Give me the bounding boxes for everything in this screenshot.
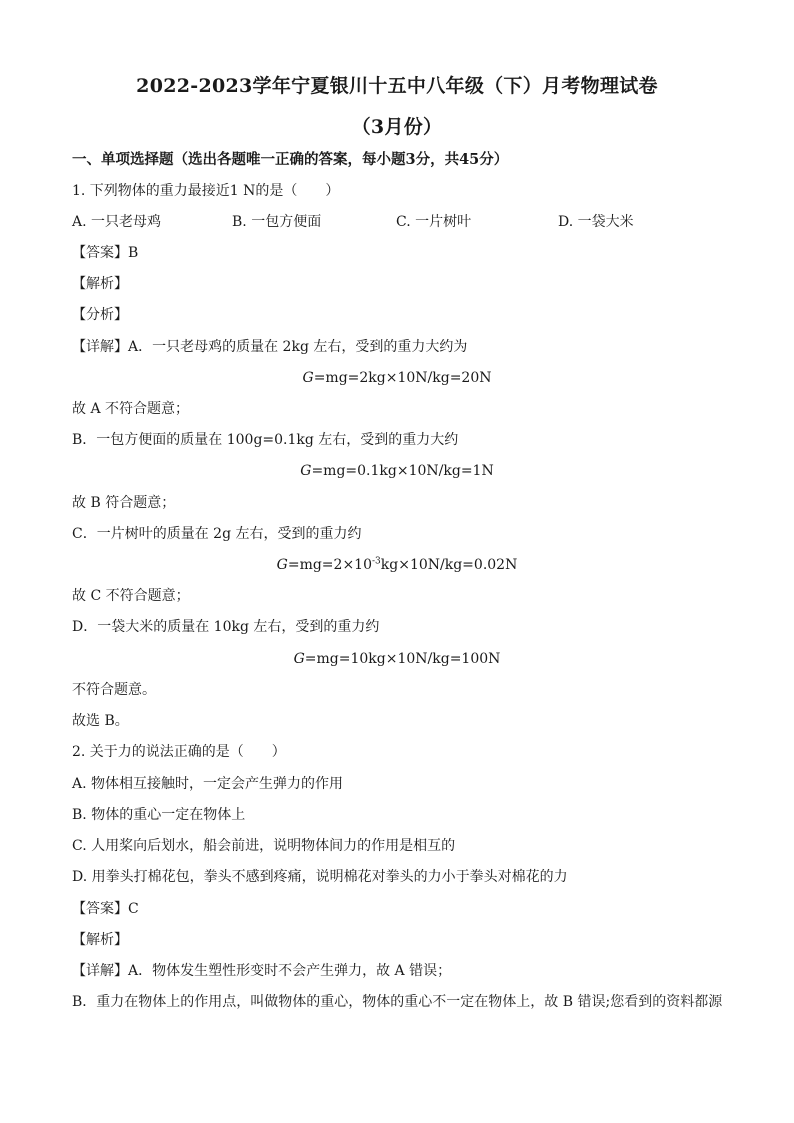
question-2-detail-b <box>72 993 722 1011</box>
question-1-formula-c <box>0 556 794 574</box>
question-1-conclusion-c: 故 C 不符合题意； <box>72 588 190 604</box>
question-1-option-d: D. 一袋大米 <box>558 214 634 230</box>
question-1-detail-c: C．一片树叶的质量在 2g 左右，受到的重力约 <box>72 526 362 542</box>
formula-var: G <box>293 651 305 667</box>
question-2-option-b: B. 物体的重心一定在物体上 <box>72 807 246 823</box>
question-2-option-c: C. 人用桨向后划水，船会前进，说明物体间力的作用是相互的 <box>72 838 456 854</box>
question-2-detail-b-text: B．重力在物体上的作用点，叫做物体的重心，物体的重心不一定在物体上，故 B 错误; <box>72 994 611 1010</box>
question-1-analysis-label: 【解析】 <box>72 276 128 292</box>
question-2-detail-a: 【详解】A．物体发生塑性形变时不会产生弹力，故 A 错误； <box>72 963 452 979</box>
question-1-option-a: A. 一只老母鸡 <box>72 214 162 230</box>
question-2-option-d: D. 用拳头打棉花包，拳头不感到疼痛，说明棉花对拳头的力小于拳头对棉花的力 <box>72 869 568 885</box>
question-1-formula-a <box>0 369 794 387</box>
question-1-detail-b: B．一包方便面的质量在 100g=0.1kg 左右，受到的重力大约 <box>72 432 459 448</box>
question-1-detail-d: D．一袋大米的质量在 10kg 左右，受到的重力约 <box>72 619 380 635</box>
formula-text: =mg=2×10 <box>287 557 372 573</box>
question-1-fenxi-label: 【分析】 <box>72 307 128 323</box>
watermark-text: 您看到的资料都源 <box>610 994 723 1010</box>
question-1-conclusion-a: 故 A 不符合题意； <box>72 401 190 417</box>
formula-var: G <box>300 463 312 479</box>
formula-var: G <box>276 557 288 573</box>
question-1-stem: 1. 下列物体的重力最接近1 N的是（ ） <box>72 183 340 199</box>
exam-subtitle: （3月份） <box>351 116 443 138</box>
question-2-analysis-label: 【解析】 <box>72 932 128 948</box>
formula-text: =mg=10kg×10N/kg=100N <box>304 651 501 667</box>
formula-text: =mg=2kg×10N/kg=20N <box>313 370 492 386</box>
question-2-answer: 【答案】C <box>72 901 139 917</box>
question-2-option-a: A. 物体相互接触时，一定会产生弹力的作用 <box>72 776 344 792</box>
formula-text: kg×10N/kg=0.02N <box>380 557 518 573</box>
question-1-formula-d <box>0 650 794 668</box>
question-1-option-b: B. 一包方便面 <box>232 214 322 230</box>
question-1-final: 故选 B。 <box>72 713 129 729</box>
question-1-detail-a: 【详解】A．一只老母鸡的质量在 2kg 左右，受到的重力大约为 <box>72 339 468 355</box>
question-2-stem: 2. 关于力的说法正确的是（ ） <box>72 744 286 760</box>
exam-title: 2022-2023学年宁夏银川十五中八年级（下）月考物理试卷 <box>136 75 658 97</box>
formula-exponent: -3 <box>372 556 381 567</box>
formula-var: G <box>302 370 314 386</box>
question-1-answer: 【答案】B <box>72 245 139 261</box>
formula-text: =mg=0.1kg×10N/kg=1N <box>311 463 494 479</box>
question-1-conclusion-d: 不符合题意。 <box>72 682 156 698</box>
question-1-formula-b <box>0 462 794 480</box>
section-heading: 一、单项选择题（选出各题唯一正确的答案，每小题3分，共45分） <box>72 151 509 168</box>
question-1-option-c: C. 一片树叶 <box>396 214 472 230</box>
question-1-conclusion-b: 故 B 符合题意； <box>72 495 176 511</box>
